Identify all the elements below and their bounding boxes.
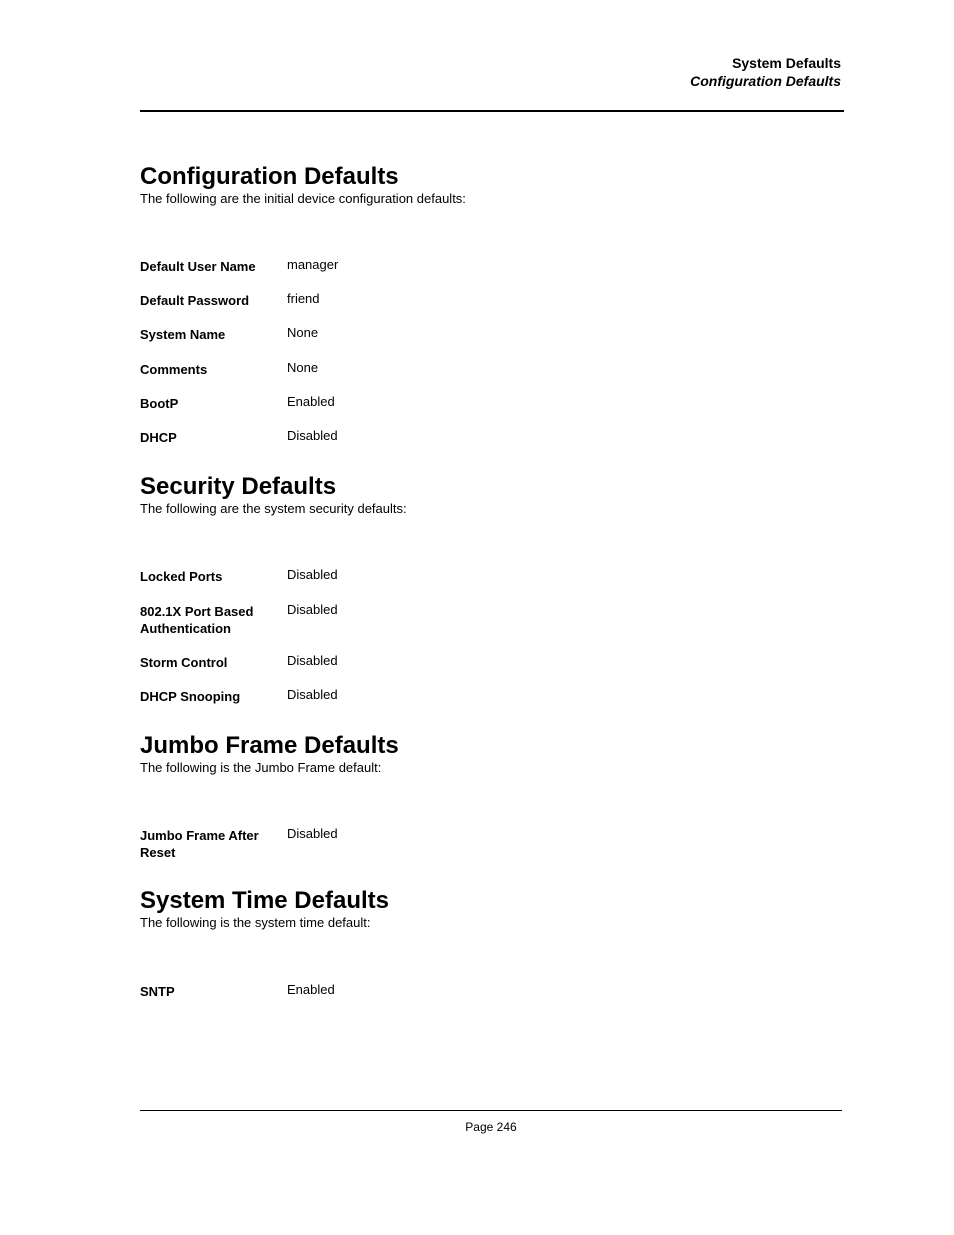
system-time-defaults-section: [140, 887, 844, 931]
item-value: Enabled: [287, 394, 335, 409]
item-value: Disabled: [287, 687, 338, 702]
header-divider: [140, 110, 844, 112]
item-value: Disabled: [287, 602, 338, 617]
section-title: Configuration Defaults: [140, 163, 399, 190]
list-item: [140, 652, 844, 686]
jumbo-frame-defaults-section: [140, 732, 844, 776]
list-item: [140, 393, 844, 427]
header-chapter-title: System Defaults: [732, 55, 841, 71]
item-label: System Name: [140, 327, 226, 342]
list-item: [140, 324, 844, 359]
system-time-defaults-list: [140, 981, 844, 1015]
section-intro: The following are the system security defaults:: [140, 501, 407, 516]
item-label: SNTP: [140, 984, 175, 999]
item-label: Default User Name: [140, 259, 256, 274]
item-label: Comments: [140, 362, 208, 377]
item-label: DHCP: [140, 430, 177, 445]
section-intro: The following are the initial device configuration defaults:: [140, 191, 466, 206]
footer-divider: [140, 1110, 842, 1111]
header-section-title: Configuration Defaults: [690, 73, 841, 89]
list-item: [140, 359, 844, 393]
item-value: Enabled: [287, 982, 335, 997]
section-title: System Time Defaults: [140, 887, 389, 914]
page-number: Page 246: [465, 1120, 517, 1134]
section-title: Jumbo Frame Defaults: [140, 732, 399, 759]
item-value: None: [287, 325, 319, 340]
list-item: [140, 290, 844, 324]
list-item: [140, 256, 844, 290]
section-intro: The following is the system time default:: [140, 915, 371, 930]
item-label: BootP: [140, 396, 179, 411]
item-value: manager: [287, 257, 339, 272]
item-label: 802.1X Port Based Authentication: [140, 604, 254, 636]
item-value: friend: [287, 291, 320, 306]
item-label: DHCP Snooping: [140, 689, 241, 704]
jumbo-frame-defaults-list: [140, 825, 844, 865]
list-item: [140, 566, 844, 601]
list-item: [140, 825, 844, 865]
running-header: [690, 55, 841, 90]
section-intro: The following is the Jumbo Frame default:: [140, 760, 382, 775]
item-label: Default Password: [140, 293, 250, 308]
item-value: Disabled: [287, 653, 338, 668]
item-value: Disabled: [287, 428, 338, 443]
item-label: Locked Ports: [140, 569, 223, 584]
item-value: None: [287, 360, 319, 375]
configuration-defaults-list: [140, 256, 844, 461]
security-defaults-section: [140, 473, 844, 517]
item-label: Storm Control: [140, 655, 228, 670]
list-item: [140, 981, 844, 1015]
item-label: Jumbo Frame After Reset: [140, 828, 259, 860]
list-item: [140, 686, 844, 720]
section-title: Security Defaults: [140, 473, 337, 500]
list-item: [140, 601, 844, 652]
security-defaults-list: [140, 566, 844, 720]
item-value: Disabled: [287, 826, 338, 841]
list-item: [140, 427, 844, 461]
item-value: Disabled: [287, 567, 338, 582]
configuration-defaults-section: [140, 163, 844, 207]
